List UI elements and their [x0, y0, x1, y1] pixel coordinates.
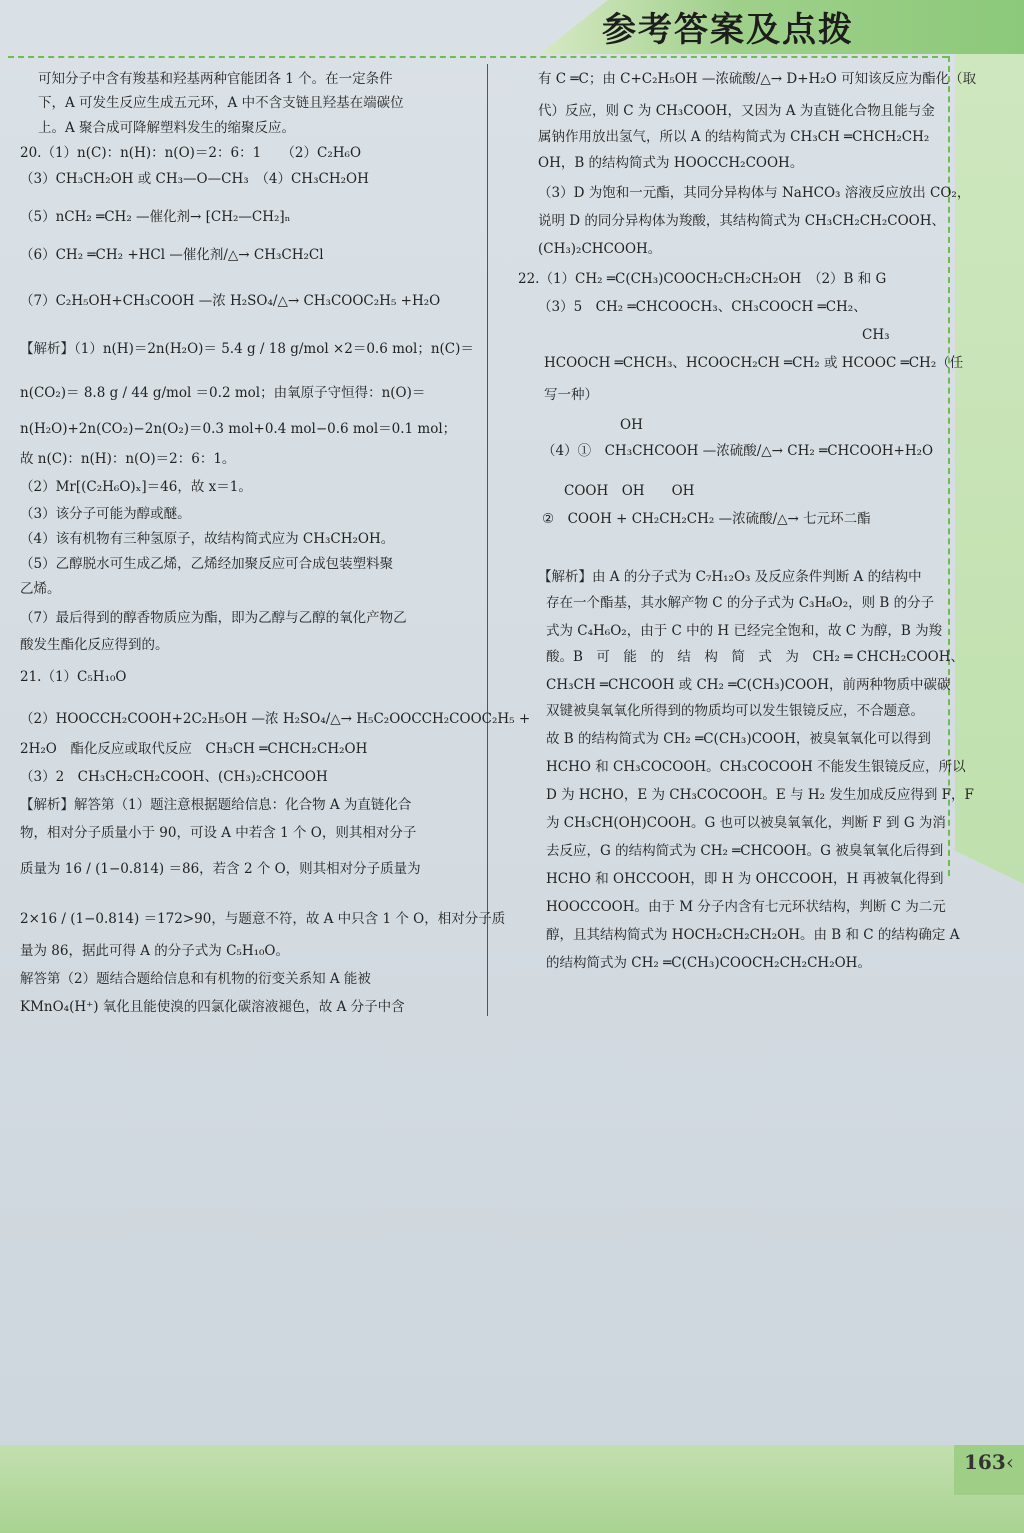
text-line: 量为 86，据此可得 A 的分子式为 C₅H₁₀O。	[20, 943, 289, 959]
text-line: （2）HOOCCH₂COOH+2C₂H₅OH —浓 H₂SO₄/△→ H₅C₂OOCCH₂COOC₂H₅ +	[20, 711, 531, 727]
page-title: 参考答案及点拨	[602, 10, 854, 50]
text-line: OH	[620, 417, 643, 433]
text-line: 下，A 可发生反应生成五元环，A 中不含支链且羟基在端碳位	[38, 95, 404, 111]
footer-band	[0, 1445, 1024, 1533]
text-line: 质量为 16 / (1−0.814) ＝86，若含 2 个 O，则其相对分子质量为	[20, 861, 421, 877]
text-line: n(CO₂)＝ 8.8 g / 44 g/mol ＝0.2 mol；由氧原子守恒得：n(O)＝	[20, 385, 426, 401]
text-line: 物，相对分子质量小于 90，可设 A 中若含 1 个 O，则其相对分子	[20, 825, 417, 841]
text-line: 故 B 的结构简式为 CH₂ ═C(CH₃)COOH，被臭氧氧化可以得到	[546, 731, 931, 747]
text-line: （5）nCH₂ ═CH₂ —催化剂→ ⁅CH₂—CH₂⁆ₙ	[20, 209, 291, 225]
text-line: HCHO 和 OHCCOOH，即 H 为 OHCCOOH，H 再被氧化得到	[546, 871, 944, 887]
text-line: 解答第（2）题结合题给信息和有机物的衍变关系知 A 能被	[20, 971, 371, 987]
text-line: 【解析】（1）n(H)＝2n(H₂O)＝ 5.4 g / 18 g/mol ×2＝0.6 mol；n(C)＝	[20, 341, 474, 357]
text-line: 写一种）	[544, 387, 598, 403]
text-line: 2H₂O 酯化反应或取代反应 CH₃CH ═CHCH₂CH₂OH	[20, 741, 368, 757]
text-line: 说明 D 的同分异构体为羧酸，其结构简式为 CH₃CH₂CH₂COOH、	[538, 213, 945, 229]
text-line: KMnO₄(H⁺) 氧化且能使溴的四氯化碳溶液褪色，故 A 分子中含	[20, 999, 405, 1015]
page-number: 163	[964, 1450, 1006, 1474]
text-line: 去反应，G 的结构简式为 CH₂ ═CHCOOH。G 被臭氧氧化后得到	[546, 843, 944, 859]
text-line: 【解析】由 A 的分子式为 C₇H₁₂O₃ 及反应条件判断 A 的结构中	[538, 569, 922, 585]
text-line: 20.（1）n(C)：n(H)：n(O)＝2：6：1 （2）C₂H₆O	[20, 145, 362, 161]
text-line: ② COOH + CH₂CH₂CH₂ —浓硫酸/△→ 七元环二酯	[542, 511, 871, 527]
text-line: 有 C ═C；由 C+C₂H₅OH —浓硫酸/△→ D+H₂O 可知该反应为酯化（取	[538, 71, 977, 87]
text-line: （2）Mr[(C₂H₆O)ₓ]＝46，故 x＝1。	[20, 479, 252, 495]
text-line: 双键被臭氧氧化所得到的物质均可以发生银镜反应，不合题意。	[546, 703, 924, 719]
text-line: HOOCCOOH。由于 M 分子内含有七元环状结构，判断 C 为二元	[546, 899, 946, 915]
dashed-border-top	[8, 56, 948, 58]
text-line: （3）CH₃CH₂OH 或 CH₃—O—CH₃ （4）CH₃CH₂OH	[20, 171, 369, 187]
text-line: （5）乙醇脱水可生成乙烯，乙烯经加聚反应可合成包装塑料聚	[20, 556, 394, 572]
text-line: （7）最后得到的醇香物质应为酯，即为乙醇与乙醇的氧化产物乙	[20, 610, 407, 626]
text-line: 可知分子中含有羧基和羟基两种官能团各 1 个。在一定条件	[38, 71, 393, 87]
text-line: （3）5 CH₂ ═CHCOOCH₃、CH₃COOCH ═CH₂、	[538, 299, 867, 315]
text-line: 为 CH₃CH(OH)COOH。G 也可以被臭氧氧化，判断 F 到 G 为消	[546, 815, 946, 831]
text-line: 式为 C₄H₆O₂，由于 C 中的 H 已经完全饱和，故 C 为醇，B 为羧	[546, 623, 943, 639]
text-line: 酸。B 可 能 的 结 构 简 式 为 CH₂ ═ CHCH₂COOH、	[546, 649, 964, 665]
text-line: （3）2 CH₃CH₂CH₂COOH、(CH₃)₂CHCOOH	[20, 769, 328, 785]
text-line: 存在一个酯基，其水解产物 C 的分子式为 C₃H₈O₂，则 B 的分子	[546, 595, 935, 611]
text-line: （3）该分子可能为醇或醚。	[20, 506, 191, 522]
text-line: （4）该有机物有三种氢原子，故结构简式应为 CH₃CH₂OH。	[20, 531, 395, 547]
text-line: （7）C₂H₅OH+CH₃COOH —浓 H₂SO₄/△→ CH₃COOC₂H₅ +H₂O	[20, 293, 441, 309]
text-line: 21.（1）C₅H₁₀O	[20, 669, 127, 685]
text-line: HCOOCH ═CHCH₃、HCOOCH₂CH ═CH₂ 或 HCOOC ═CH₂（任	[544, 355, 964, 371]
text-line: HCHO 和 CH₃COCOOH。CH₃COCOOH 不能发生银镜反应，所以	[546, 759, 966, 775]
text-line: OH，B 的结构简式为 HOOCCH₂COOH。	[538, 155, 804, 171]
text-line: 【解析】解答第（1）题注意根据题给信息：化合物 A 为直链化合	[20, 797, 412, 813]
text-line: 属钠作用放出氢气，所以 A 的结构简式为 CH₃CH ═CHCH₂CH₂	[538, 129, 930, 145]
text-line: COOH OH OH	[564, 483, 695, 499]
text-line: 22.（1）CH₂ ═C(CH₃)COOCH₂CH₂CH₂OH （2）B 和 G	[518, 271, 887, 287]
column-divider	[487, 64, 488, 1016]
text-line: 代）反应，则 C 为 CH₃COOH，又因为 A 为直链化合物且能与金	[538, 103, 935, 119]
page-arrow-icon: ‹	[1006, 1450, 1014, 1474]
text-line: 酸发生酯化反应得到的。	[20, 637, 169, 653]
text-line: 醇，且其结构简式为 HOCH₂CH₂CH₂OH。由 B 和 C 的结构确定 A	[546, 927, 960, 943]
text-line: 乙烯。	[20, 581, 61, 597]
text-line: D 为 HCHO，E 为 CH₃COCOOH。E 与 H₂ 发生加成反应得到 F，F	[546, 787, 974, 803]
text-line: 故 n(C)：n(H)：n(O)＝2：6：1。	[20, 451, 236, 467]
text-line: CH₃CH ═CHCOOH 或 CH₂ ═C(CH₃)COOH，前两种物质中碳碳	[546, 677, 951, 693]
text-line: 的结构简式为 CH₂ ═C(CH₃)COOCH₂CH₂CH₂OH。	[546, 955, 871, 971]
text-line: CH₃	[862, 327, 890, 343]
text-line: （6）CH₂ ═CH₂ +HCl —催化剂/△→ CH₃CH₂Cl	[20, 247, 324, 263]
text-line: 上。A 聚合成可降解塑料发生的缩聚反应。	[38, 120, 296, 136]
text-line: （3）D 为饱和一元酯，其同分异构体与 NaHCO₃ 溶液反应放出 CO₂，	[538, 185, 971, 201]
dashed-border-right	[948, 56, 950, 876]
text-line: (CH₃)₂CHCOOH。	[538, 241, 662, 257]
text-line: 2×16 / (1−0.814) ＝172>90，与题意不符，故 A 中只含 1 个 O，相对分子质	[20, 911, 506, 927]
text-line: n(H₂O)+2n(CO₂)−2n(O₂)＝0.3 mol+0.4 mol−0.6 mol＝0.1 mol；	[20, 421, 457, 437]
text-line: （4）① CH₃CHCOOH —浓硫酸/△→ CH₂ ═CHCOOH+H₂O	[542, 443, 934, 459]
